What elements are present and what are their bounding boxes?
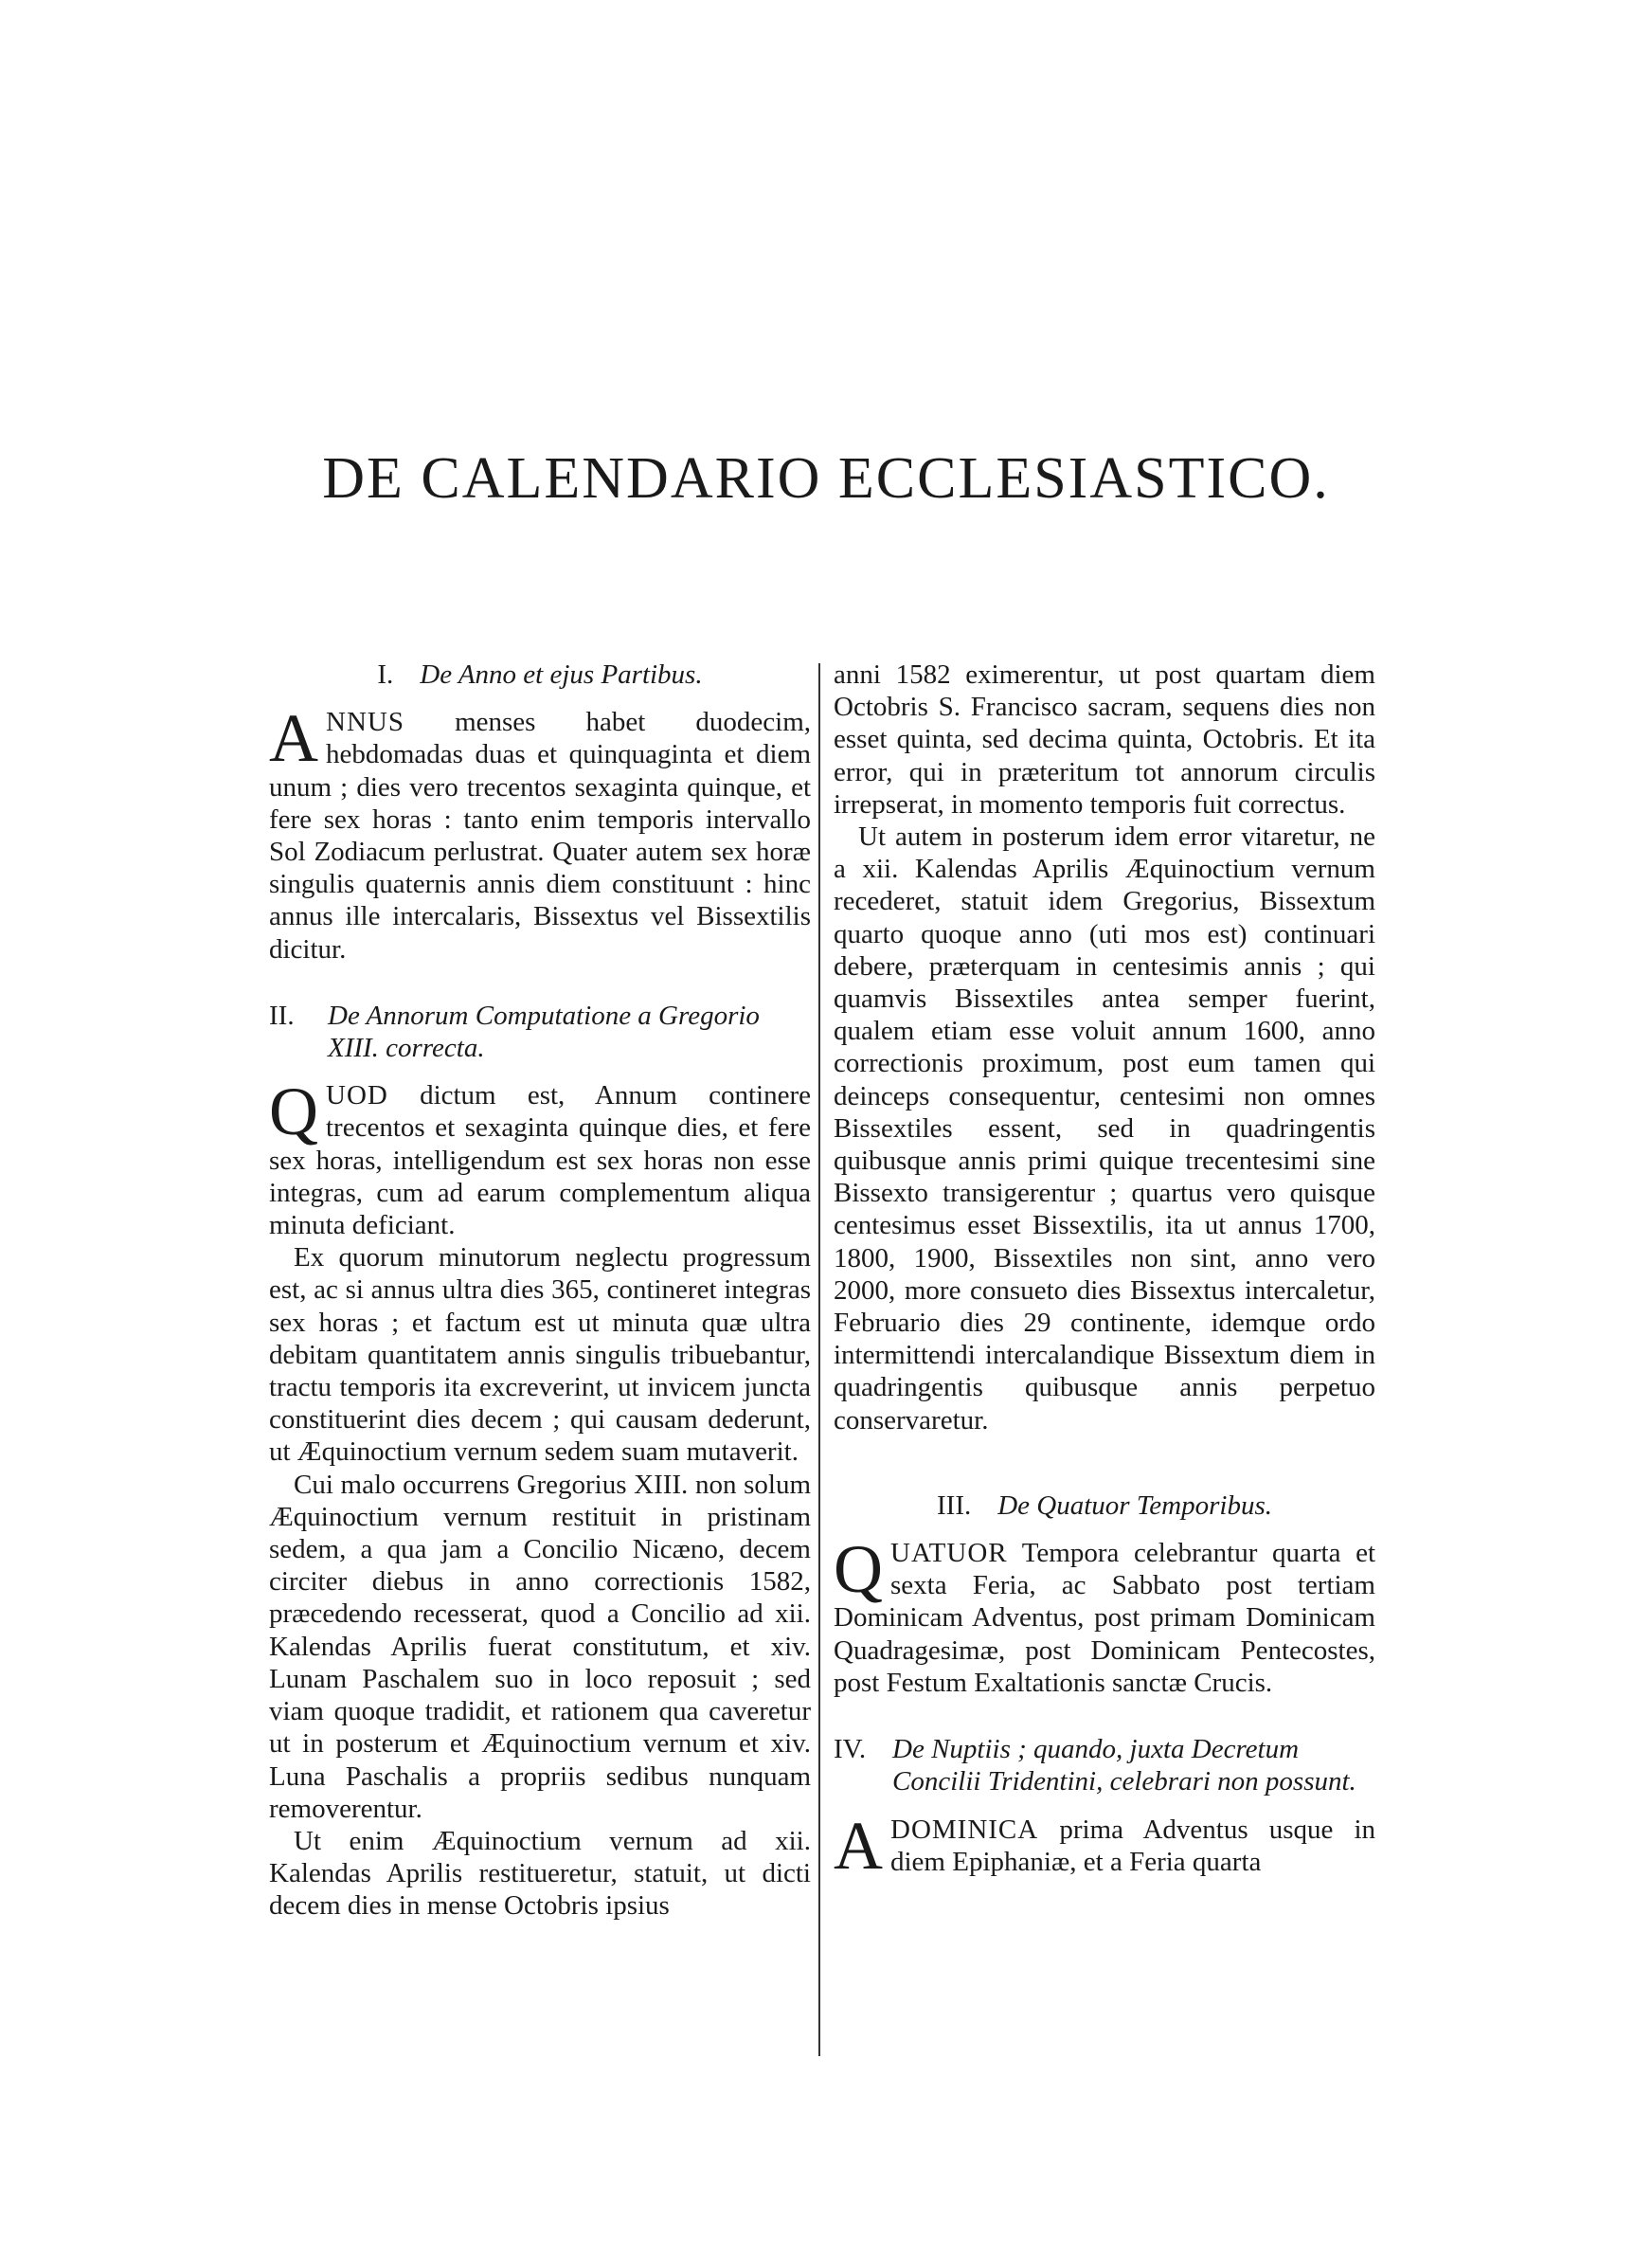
dropcap: Q <box>269 1074 318 1150</box>
section-1-title: De Anno et ejus Partibus. <box>420 659 703 690</box>
section-2-paragraph-1 <box>269 1074 812 1241</box>
lead-word: UATUOR <box>890 1538 1008 1569</box>
continued-paragraph-2: Ut autem in posterum idem error vitaretur, ne a xii. Kalendas Aprilis Æquinoctium vernum recederet, statuit idem Gregorius, Bissextum quarto quoque anno (uti mos est) continuari debere, præterquam in centesimis annis ; qui quamvis Bissextiles antea semper fuerint, qualem etiam esse voluit annum 1600, anno correctionis proximum, post eum tamen qui deinceps consequentur, centesimi non omnes Bissextiles essent, sed in quadringentis quibusque annis primi quique trecentesimi sine Bissexto transigerentur ; quartus vero quisque centesimus esset Bissextilis, ita ut annus 1700, 1800, 1900, Bissextiles non sint, anno vero 2000, more consueto dies Bissextus intercaletur, Februario dies 29 continente, idemque ordo intermittendi intercalandique Bissextum diem in quadringentis quibusque annis perpetuo conservaretur. <box>834 822 1375 1435</box>
dropcap: Q <box>834 1531 883 1608</box>
page-title: DE CALENDARIO ECCLESIASTICO. <box>322 446 1330 511</box>
section-3-number: III. <box>937 1490 972 1521</box>
paragraph-text: prima Adventus usque in diem Epiphaniæ, et a Feria quarta <box>890 1814 1375 1877</box>
lead-word: UOD <box>326 1080 388 1111</box>
section-4-number: IV. <box>834 1734 867 1765</box>
paragraph-text: dictum est, Annum continere trecentos et sexaginta quinque dies, et fere sex horas, intelligendum est sex horas non esse integras, cum ad earum complementum aliqua minuta deficiant. <box>269 1080 812 1241</box>
section-2-paragraph-2: Ex quorum minutorum neglectu progressum est, ac si annus ultra dies 365, contineret integras sex horas ; et factum est ut minuta quæ ultra debitam quantitatem annis singulis tribuebantur, tractu temporis ita excreverint, ut invicem juncta constituerint dies decem ; qui causam dederunt, ut Æquinoctium vernum sedem suam mutaverit. <box>269 1242 811 1468</box>
section-4-paragraph <box>834 1807 1375 1884</box>
section-1-paragraph <box>269 700 812 966</box>
section-3-paragraph <box>834 1531 1375 1699</box>
dropcap: A <box>834 1807 883 1884</box>
lead-word: NNUS <box>326 707 404 738</box>
section-3-title: De Quatuor Temporibus. <box>997 1490 1272 1521</box>
section-4-heading <box>834 1733 1375 1797</box>
section-2-paragraph-4: Ut enim Æquinoctium vernum ad xii. Kalendas Aprilis restitueretur, statuit, ut dicti decem dies in mense Octobris ipsius <box>269 1825 811 1922</box>
section-3-heading <box>834 1490 1375 1522</box>
dropcap: A <box>269 700 318 777</box>
section-1-heading <box>269 659 811 691</box>
column-divider <box>818 663 820 2056</box>
left-column <box>269 659 811 1923</box>
section-4-title: De Nuptiis ; quando, juxta Decretum Concilii Tridentini, celebrari non possunt. <box>892 1734 1356 1797</box>
section-2-heading <box>269 1000 811 1064</box>
section-1-number: I. <box>377 659 394 690</box>
section-2-number: II. <box>269 1000 295 1031</box>
paragraph-text: menses habet duodecim, hebdomadas duas et quinquaginta et diem unum ; dies vero trecentos sexaginta quinque, et fere sex horas : tanto enim temporis intervallo Sol Zodiacum perlustrat. Quater autem sex horæ singulis quaternis annis diem constituunt : hinc annus ille intercalaris, Bissextus vel Bissextilis dicitur. <box>269 707 812 965</box>
right-column <box>834 659 1375 1884</box>
lead-word: DOMINICA <box>890 1814 1039 1845</box>
paragraph-text: Tempora celebrantur quarta et sexta Feria, ac Sabbato post tertiam Dominicam Adventus, post primam Dominicam Quadragesimæ, post Dominicam Pentecostes, post Festum Exaltationis sanctæ Crucis. <box>834 1538 1375 1698</box>
section-2-paragraph-3: Cui malo occurrens Gregorius XIII. non solum Æquinoctium vernum restituit in pristinam sedem, a qua jam a Concilio Nicæno, decem circiter diebus in anno correctionis 1582, præcedendo recesserat, quod a Concilio ad xii. Kalendas Aprilis fuerat constitutum, et xiv. Lunam Paschalem suo in loco reposuit ; sed viam quoque tradidit, et rationem qua caveretur ut in posterum et Æquinoctium vernum et xiv. Luna Paschalis a propriis sedibus nunquam removerentur. <box>269 1469 811 1824</box>
section-2-title: De Annorum Computatione a Gregorio XIII. correcta. <box>328 1000 760 1064</box>
continued-paragraph-1: anni 1582 eximerentur, ut post quartam diem Octobris S. Francisco sacram, sequens dies non esset quinta, sed decima quinta, Octobris. Et ita error, qui in præteritum tot annorum circulis irrepserat, in momento temporis fuit correctus. <box>834 659 1375 820</box>
